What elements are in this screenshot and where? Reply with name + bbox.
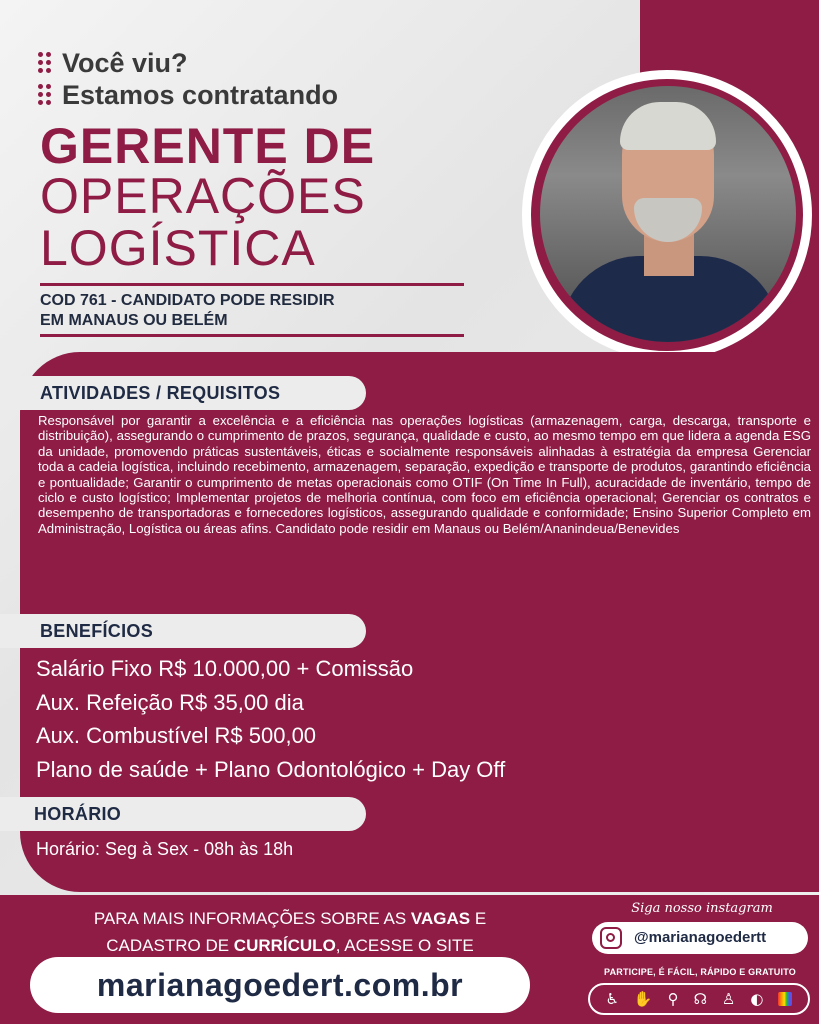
activities-text: Responsável por garantir a excelência e a eficiência nas operações logísticas (armazenagem, carga, descarga, transporte e distribuição), assegurando o cumprimento de prazos, segurança, qualidade e custo, ao mesmo tempo em que lidera a agenda ESG da unidade, promovendo práticas sustentáveis, éticas e socialmente responsáveis alinhadas à estratégia da empresa Gerenciar toda a cadeia logística, incluindo recebimento, armazenagem, separação, expedição e transporte de produtos, garantindo eficiência e pontualidade; Garantir o cumprimento de metas operacionais como OTIF (On Time In Full), acuracidade de inventário, tempo de ciclo e custo logístico; Implementar projetos de melhoria contínua, com foco em eficiência operacional; Gerenciar os contratos e desempenho de transportadoras e fornecedores logísticos, assegurando qualidade e conformidade; Ensino Superior Completo em Administração, Logística ou áreas afins. Candidato pode residir em Manaus ou Belém/Ananindeua/Benevides <box>38 413 811 536</box>
accessibility-icons <box>588 983 810 1015</box>
half-circle-icon: ◐ <box>750 990 764 1008</box>
dots-decoration <box>38 52 54 74</box>
person-photo <box>540 86 796 342</box>
sign-language-icon: ✋ <box>633 990 653 1008</box>
pride-flag-icon <box>778 992 792 1006</box>
instagram-link[interactable] <box>592 922 808 954</box>
instagram-handle: @marianagoedertt <box>634 929 767 946</box>
instagram-caption: Siga nosso instagram <box>631 901 773 916</box>
job-code-box <box>40 283 464 337</box>
schedule-text: Horário: Seg à Sex - 08h às 18h <box>36 839 294 859</box>
person-icon: ♙ <box>721 990 736 1008</box>
dots-decoration <box>38 84 54 106</box>
job-title-line-1: GERENTE DE <box>40 118 376 174</box>
hearing-icon: ☊ <box>693 990 707 1008</box>
benefit-item: Plano de saúde + Plano Odontológico + Day Off <box>36 756 506 782</box>
benefit-item: Salário Fixo R$ 10.000,00 + Comissão <box>36 656 414 681</box>
job-code-line-2: EM MANAUS OU BELÉM <box>40 312 228 329</box>
footer-info: PARA MAIS INFORMAÇÕES SOBRE AS VAGAS E CADASTRO DE CURRÍCULO, ACESSE O SITE <box>93 909 487 955</box>
website-link[interactable]: marianagoedert.com.br <box>30 957 530 1013</box>
benefit-item: Aux. Refeição R$ 35,00 dia <box>36 689 304 715</box>
benefit-item: Aux. Combustível R$ 500,00 <box>36 723 317 748</box>
blind-icon: ⚲ <box>667 990 679 1008</box>
benefits-list <box>36 652 505 786</box>
kicker-line-2: Estamos contratando <box>62 80 339 110</box>
wheelchair-icon: ♿ <box>605 990 619 1008</box>
job-title-line-3: LOGÍSTICA <box>40 220 316 276</box>
participe-text: PARTICIPE, É FÁCIL, RÁPIDO E GRATUITO <box>604 967 796 977</box>
activities-heading: ATIVIDADES / REQUISITOS <box>0 376 366 410</box>
instagram-icon <box>600 927 622 949</box>
job-title-line-2: OPERAÇÕES <box>40 168 366 224</box>
benefits-heading: BENEFÍCIOS <box>0 614 366 648</box>
kicker-line-1: Você viu? <box>62 48 188 78</box>
job-code-line-1: COD 761 - CANDIDATO PODE RESIDIR <box>40 292 335 309</box>
schedule-heading: HORÁRIO <box>0 797 366 831</box>
